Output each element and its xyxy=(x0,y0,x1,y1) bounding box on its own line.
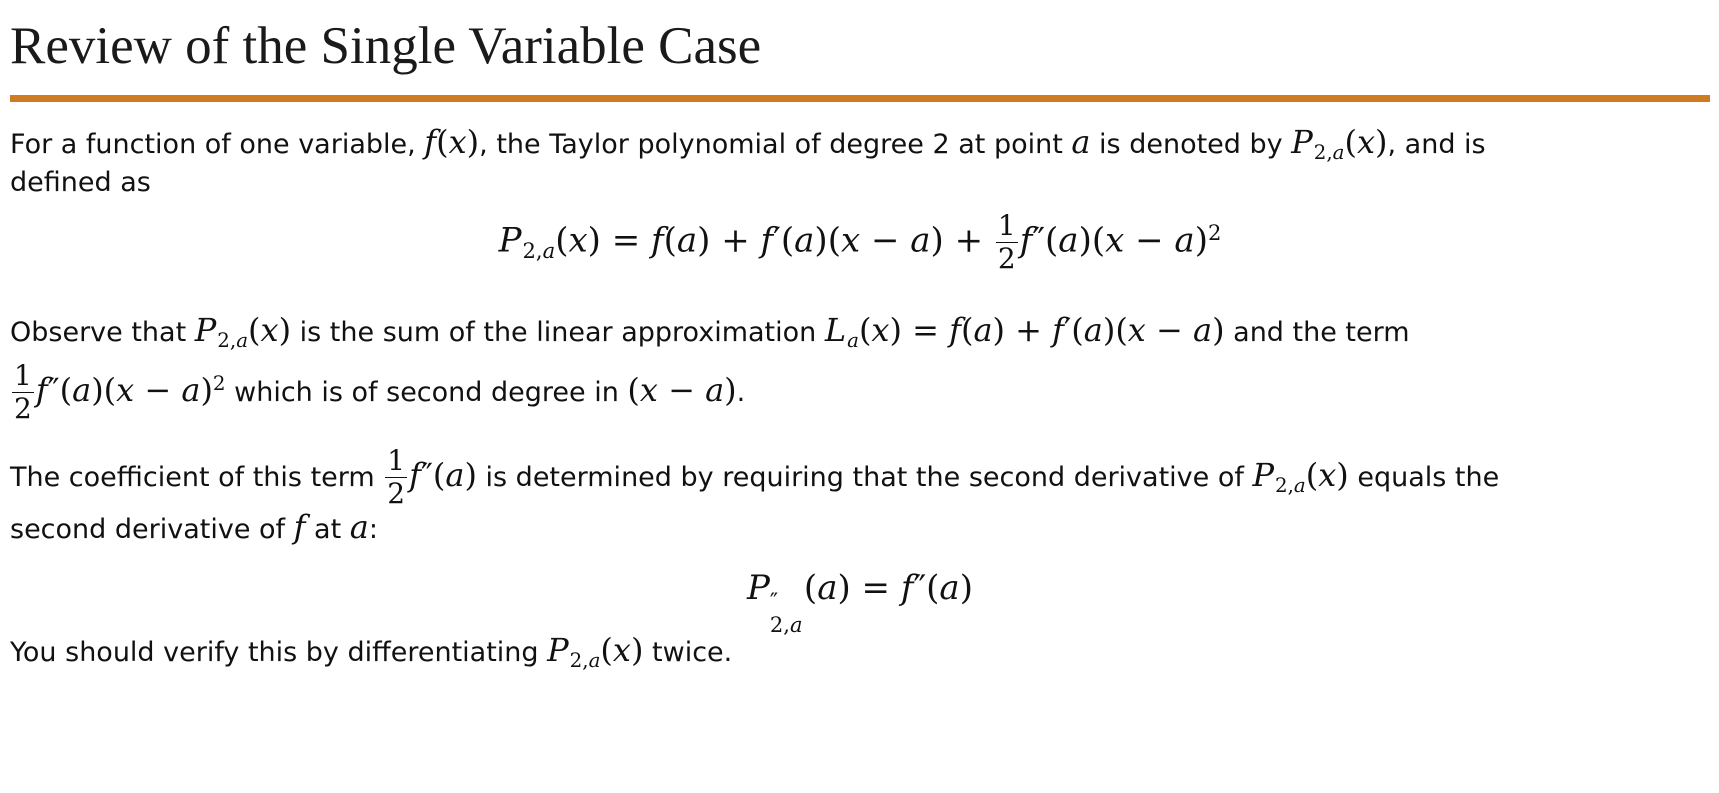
text: For a function of one variable, xyxy=(10,129,425,160)
fraction-one-half: $\frac{1}{2}$ xyxy=(997,209,1016,275)
math-P2a-x: P2,a(x) xyxy=(1291,123,1388,164)
text: Observe that xyxy=(10,317,195,348)
text: You should verify this by differentiating xyxy=(10,637,548,668)
text: is denoted by xyxy=(1090,129,1292,160)
text: at xyxy=(305,514,350,545)
text: second derivative of xyxy=(10,514,294,545)
second-derivative-equation: P ″ 2,a (a) = f″(a) xyxy=(747,568,973,637)
text: defined as xyxy=(10,167,151,198)
taylor-polynomial-equation: P2,a(x) = f(a) + f′(a)(x − a) + $\frac{1}{2}$ $f''(a)(x - a)^2$ xyxy=(498,209,1222,275)
text: , the Taylor polynomial of degree 2 at point xyxy=(479,129,1072,160)
paragraph-2-line-2 xyxy=(10,359,746,425)
fraction-one-half: $\frac{1}{2}$ xyxy=(387,444,406,510)
paragraph-1-line-2 xyxy=(10,161,151,205)
math-f: f xyxy=(293,508,306,546)
text: . xyxy=(736,377,746,408)
math-x-minus-a: (x − a) xyxy=(627,371,737,409)
title-underline xyxy=(10,95,1710,102)
math-a: a xyxy=(349,508,369,546)
text: : xyxy=(368,514,378,545)
paragraph-1-line-1 xyxy=(10,120,1486,169)
paragraph-2-line-1 xyxy=(10,308,1410,357)
text: , and is xyxy=(1387,129,1486,160)
math-P2a-x: P2,a(x) xyxy=(1252,456,1349,497)
page-title: Review of the Single Variable Case xyxy=(10,17,762,75)
paragraph-3-line-1 xyxy=(10,444,1500,510)
math-linear-approximation: La(x) = f(a) + f′(a)(x − a) xyxy=(824,311,1225,352)
text: equals the xyxy=(1348,462,1500,493)
math-P2a-x: P2,a(x) xyxy=(194,311,292,352)
text: twice. xyxy=(643,637,733,668)
text: which is of second degree in xyxy=(225,377,628,408)
text: is determined by requiring that the second derivative of xyxy=(476,462,1253,493)
math-half-fpp-a: $\frac{1}{2}$ f″(a) xyxy=(387,444,477,510)
paragraph-3-line-2 xyxy=(10,505,378,552)
text: The coefficient of this term xyxy=(10,462,384,493)
math-a: a xyxy=(1071,123,1091,161)
paragraph-4 xyxy=(10,628,732,677)
math-P2a-x: P2,a(x) xyxy=(547,631,644,672)
math-half-term: $\frac{1}{2}$ $f''(a)(x - a)^2$ xyxy=(14,359,226,425)
text: is the sum of the linear approximation xyxy=(291,317,825,348)
math-f-of-x: f(x) xyxy=(424,123,480,161)
fraction-one-half: $\frac{1}{2}$ xyxy=(14,359,32,425)
text: and the term xyxy=(1224,317,1410,348)
